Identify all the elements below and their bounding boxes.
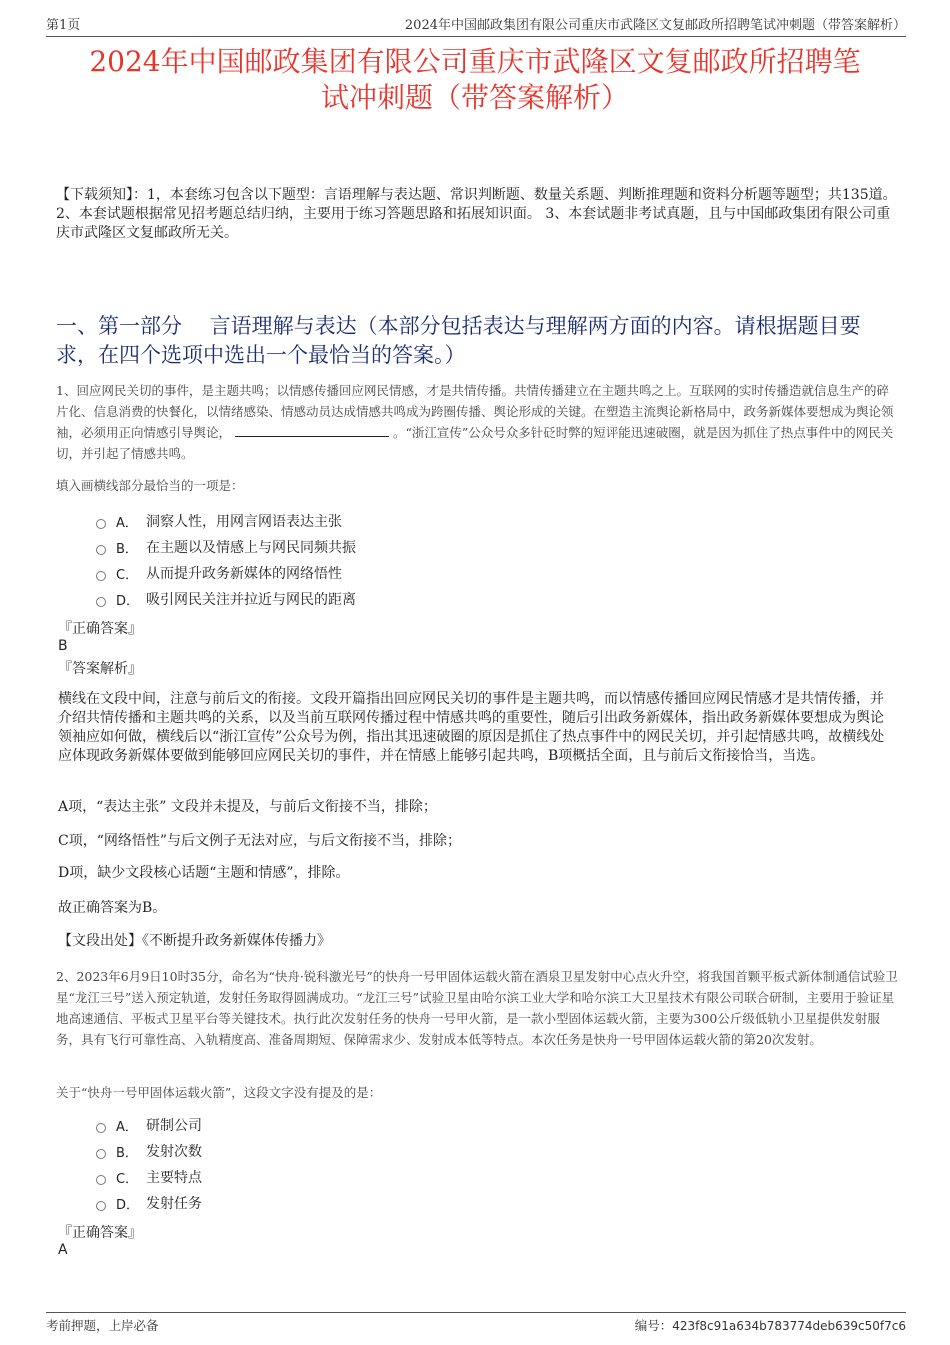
header-doc-title: 2024年中国邮政集团有限公司重庆市武隆区文复邮政所招聘笔试冲刺题（带答案解析） <box>404 18 906 33</box>
title-line-1: 2024年中国邮政集团有限公司重庆市武隆区文复邮政所招聘笔 <box>89 45 861 78</box>
code-label: 编号： <box>634 1318 673 1333</box>
question-2-stem: 2、2023年6月9日10时35分，命名为“快舟·锐科激光号”的快舟一号甲固体运载火箭在酒泉卫星发射中心点火升空，将我国首颗平板式新体制通信试验卫星“龙江三号”送入预定轨道，发射任务取得圆满成功。“龙江三号”试验卫星由哈尔滨工业大学和哈尔滨工大卫星技术有限公司联合研制，主要用于验证星地高速通信、平板式卫星平台等关键技术。执行此次发射任务的快舟一号甲火箭，是一款小型固体运载火箭，主要为300公斤级低轨小卫星提供发射服务，具有飞行可靠性高、入轨精度高、准备周期短、保障需求少、发射成本低等特点。本次任务是快舟一号甲固体运载火箭的第20次发射。 <box>56 969 898 1047</box>
radio-icon[interactable] <box>96 597 106 607</box>
question-1-stem <box>56 380 898 464</box>
option-letter: D． <box>116 593 140 609</box>
title-line-2: 试冲刺题（带答案解析） <box>320 81 629 114</box>
option-letter: A． <box>116 1119 138 1135</box>
footer-slogan: 考前押题，上岸必备 <box>46 1318 159 1333</box>
radio-icon[interactable] <box>96 545 106 555</box>
option-b[interactable] <box>96 534 356 560</box>
question-1-prompt: 填入画横线部分最恰当的一项是： <box>56 478 244 493</box>
option-text: 在主题以及情感上与网民同频共振 <box>146 540 356 556</box>
option-d[interactable] <box>96 1190 202 1216</box>
analysis-conclusion: 故正确答案为B。 <box>58 900 167 916</box>
question-1-stem-part-2: 。“浙江宣传”公众号众多针砭时弊的短评能迅速破圈，就是因为抓住了热点事件中的网民关切，并引起了情感共鸣。 <box>56 425 894 461</box>
option-text: 发射次数 <box>146 1144 202 1160</box>
section-heading: 一、第一部分 言语理解与表达（本部分包括表达与理解两方面的内容。请根据题目要求，在四个选项中选出一个最恰当的答案。） <box>56 314 861 367</box>
document-code: 423f8c91a634b783774deb639c50f7c6 <box>672 1319 906 1333</box>
option-letter: D． <box>116 1197 140 1213</box>
analysis-text: 横线在文段中间，注意与前后文的衔接。文段开篇指出回应网民关切的事件是主题共鸣，而以情感传播回应网民情感才是共情传播，并介绍共情传播和主题共鸣的关系，以及当前互联网传播过程中情感共鸣的重要性，随后引出政务新媒体，指出政务新媒体要想成为舆论领袖应如何做，横线后以“浙江宣传”公众号为例，指出其迅速破圈的原因是抓住了热点事件中的网民关切，并引起情感共鸣，故横线处应体现政务新媒体要做到能够回应网民关切的事件，并在情感上能够引起共鸣，B项概括全面，且与前后文衔接恰当，当选。 <box>58 691 885 764</box>
option-a[interactable] <box>96 1112 202 1138</box>
page-number: 第1页 <box>46 18 81 33</box>
text-source: 【文段出处】《不断提升政务新媒体传播力》 <box>58 933 331 949</box>
correct-answer: B <box>58 638 68 654</box>
analysis-option-c: C项，“网络悟性”与后文例子无法对应，与后文衔接不当，排除； <box>58 833 462 849</box>
option-letter: C． <box>116 567 139 583</box>
option-b[interactable] <box>96 1138 202 1164</box>
download-notice: 【下载须知】：1，本套练习包含以下题型：言语理解与表达题、常识判断题、数量关系题、判断推理题和资料分析题等题型；共135道。 2、本套试题根据常见招考题总结归纳，主要用于练习答题思路和拓展知识面。 3、本套试题非考试真题，且与中国邮政集团有限公司重庆市武隆区文复邮政所无关。 <box>56 187 897 241</box>
question-2-options <box>96 1112 202 1216</box>
page-header <box>46 14 906 37</box>
option-text: 主要特点 <box>146 1170 202 1186</box>
radio-icon[interactable] <box>96 519 106 529</box>
option-text: 从而提升政务新媒体的网络悟性 <box>146 566 342 582</box>
answer-label: 『正确答案』 <box>58 621 142 637</box>
analysis-option-d: D项，缺少文段核心话题“主题和情感”，排除。 <box>58 865 350 881</box>
question-2-prompt: 关于“快舟一号甲固体运载火箭”，这段文字没有提及的是： <box>56 1085 382 1100</box>
option-text: 洞察人性，用网言网语表达主张 <box>146 514 342 530</box>
option-text: 研制公司 <box>146 1118 202 1134</box>
page-title <box>50 44 900 116</box>
option-text: 吸引网民关注并拉近与网民的距离 <box>146 592 356 608</box>
radio-icon[interactable] <box>96 1201 106 1211</box>
page-footer <box>46 1312 906 1334</box>
radio-icon[interactable] <box>96 1175 106 1185</box>
option-a[interactable] <box>96 508 356 534</box>
question-1-stem-part-1: 1、回应网民关切的事件，是主题共鸣；以情感传播回应网民情感，才是共情传播。共情传播建立在主题共鸣之上。互联网的实时传播造就信息生产的碎片化、信息消费的快餐化，以情绪感染、情感动员达成情感共鸣成为跨圈传播、舆论形成的关键。在塑造主流舆论新格局中，政务新媒体要想成为舆论领袖，必须用正向情感引导舆论， <box>56 383 894 440</box>
fill-in-blank <box>235 424 389 437</box>
correct-answer: A <box>58 1242 68 1258</box>
option-c[interactable] <box>96 560 356 586</box>
option-d[interactable] <box>96 586 356 612</box>
answer-label: 『正确答案』 <box>58 1225 142 1241</box>
option-text: 发射任务 <box>146 1196 202 1212</box>
analysis-option-a: A项，“表达主张” 文段并未提及，与前后文衔接不当，排除； <box>58 799 437 815</box>
radio-icon[interactable] <box>96 1149 106 1159</box>
option-c[interactable] <box>96 1164 202 1190</box>
footer-code-block <box>635 1316 906 1334</box>
question-1-options <box>96 508 356 612</box>
radio-icon[interactable] <box>96 571 106 581</box>
radio-icon[interactable] <box>96 1123 106 1133</box>
option-letter: A． <box>116 515 138 531</box>
option-letter: B． <box>116 541 138 557</box>
analysis-label: 『答案解析』 <box>58 661 142 677</box>
option-letter: B． <box>116 1145 138 1161</box>
option-letter: C． <box>116 1171 139 1187</box>
